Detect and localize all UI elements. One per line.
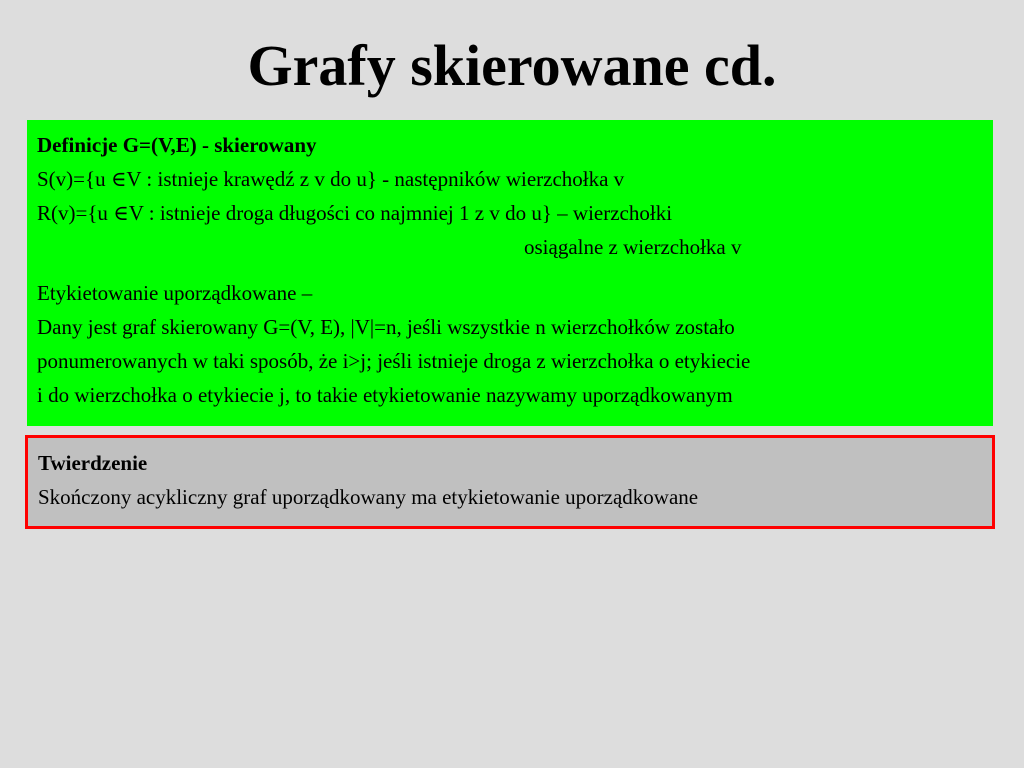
labeling-heading: Etykietowanie uporządkowane – [37,281,313,305]
reachable-definition-continuation: osiągalne z wierzchołka v [524,235,742,259]
successors-definition: S(v)={u ∈V : istnieje krawędź z v do u} - następników wierzchołka v [37,167,625,191]
reachable-definition: R(v)={u ∈V : istnieje droga długości co najmniej 1 z v do u} – wierzchołki [37,201,673,225]
theorem-heading: Twierdzenie [38,451,148,475]
theorem-box [25,435,995,529]
paragraph-gap [37,264,993,276]
definition-box [27,120,993,426]
labeling-text-line-2: ponumerowanych w taki sposób, że i>j; jeśli istnieje droga z wierzchołka o etykiecie [37,349,751,373]
labeling-text-line-1: Dany jest graf skierowany G=(V, E), |V|=n, jeśli wszystkie n wierzchołków zostało [37,315,735,339]
theorem-text: Skończony acykliczny graf uporządkowany ma etykietowanie uporządkowane [38,485,699,509]
slide-title: Grafy skierowane cd. [247,33,777,98]
definition-heading: Definicje G=(V,E) - skierowany [37,133,317,157]
labeling-text-line-3: i do wierzchołka o etykiecie j, to takie etykietowanie nazywamy uporządkowanym [37,383,733,407]
